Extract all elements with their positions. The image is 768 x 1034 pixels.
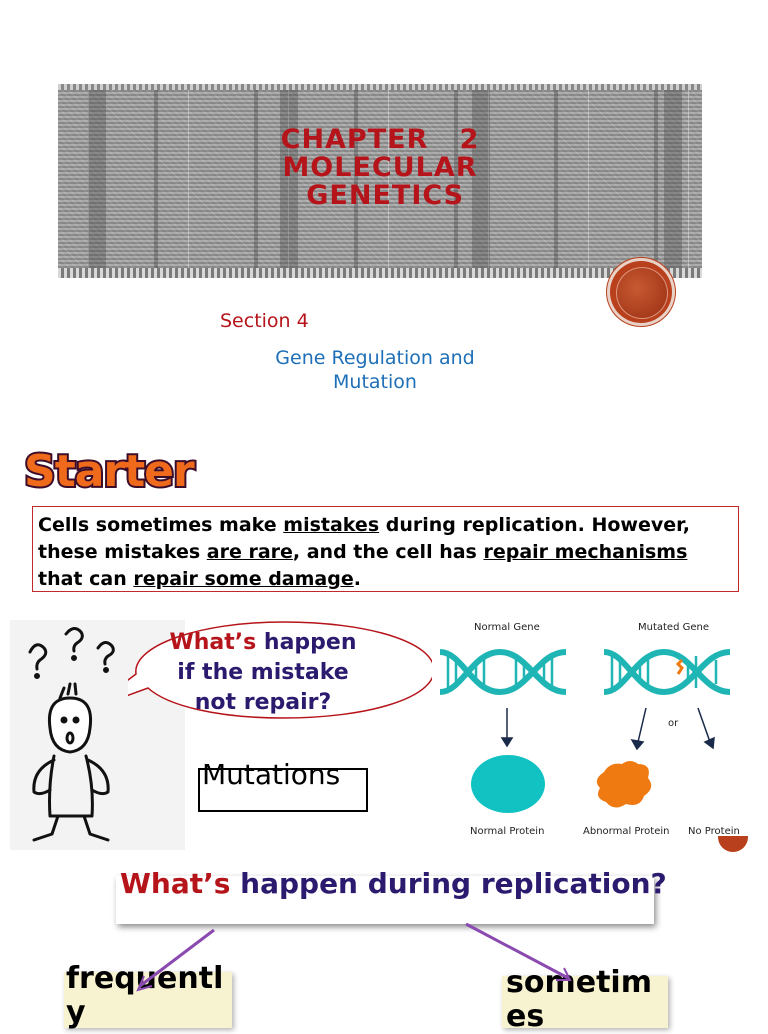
- down-arrow-icon: [705, 738, 714, 748]
- title-line-2: MOLECULAR: [282, 152, 478, 183]
- underlined-are-rare: are rare: [206, 541, 293, 563]
- section-subtitle: Gene Regulation and Mutation: [275, 347, 475, 393]
- down-arrow-icon: [632, 740, 643, 749]
- arrows: [502, 708, 714, 749]
- replication-question: [120, 866, 680, 902]
- normal-dna-helix-icon: [440, 652, 566, 692]
- bubble-whats: What’s: [169, 630, 257, 655]
- no-protein-caption: No Protein: [688, 826, 740, 837]
- gene-mutation-diagram: [432, 612, 758, 850]
- normal-gene-caption: Normal Gene: [474, 622, 540, 633]
- starter-text: .: [353, 568, 361, 590]
- starter-logo-text: Starter: [24, 446, 194, 494]
- frequently-answer-text: frequently: [66, 961, 224, 1030]
- starter-text: during replication. However, these mistakes: [38, 514, 690, 563]
- question-rest: happen during replication?: [230, 867, 667, 900]
- title-line-1: CHAPTER 2: [280, 124, 480, 155]
- connector-arrow-left: [140, 930, 214, 986]
- decorative-circle-badge: [718, 836, 748, 854]
- connector-arrow-right: [466, 924, 568, 978]
- down-arrow-icon: [502, 738, 512, 746]
- question-whats: What’s: [120, 867, 231, 900]
- starter-text: Cells sometimes make: [38, 514, 284, 536]
- starter-text: that can: [38, 568, 134, 590]
- mutations-answer-text: Mutations: [202, 758, 341, 791]
- normal-protein-icon: [471, 755, 545, 813]
- connector-arrows: [0, 900, 768, 1024]
- mutated-dna-helix-icon: [604, 652, 730, 692]
- slide-title: [58, 126, 702, 210]
- starter-text-box: [32, 506, 739, 592]
- abnormal-protein-caption: Abnormal Protein: [583, 826, 670, 837]
- underlined-mistakes: mistakes: [283, 514, 380, 536]
- bubble-question: [168, 628, 358, 718]
- mutated-gene-caption: Mutated Gene: [638, 622, 710, 633]
- normal-protein-caption: Normal Protein: [470, 826, 545, 837]
- mutations-answer-box: [198, 758, 368, 812]
- title-line-3: GENETICS: [295, 180, 465, 211]
- banner-top-strip: [58, 84, 702, 90]
- or-caption: or: [668, 718, 679, 729]
- underlined-repair-mechanisms: repair mechanisms: [483, 541, 688, 563]
- banner-bottom-strip: [58, 268, 702, 278]
- underlined-repair-some-damage: repair some damage: [133, 568, 354, 590]
- abnormal-protein-icon: [597, 761, 651, 808]
- bubble-question-rest: happen if the mistake not repair?: [177, 630, 357, 715]
- starter-logo: [22, 442, 234, 494]
- decorative-circle-badge: [607, 258, 675, 326]
- title-banner: [58, 84, 702, 278]
- sometimes-answer-text: sometimes: [506, 965, 652, 1034]
- section-label: Section 4: [220, 310, 309, 332]
- starter-text: , and the cell has: [292, 541, 484, 563]
